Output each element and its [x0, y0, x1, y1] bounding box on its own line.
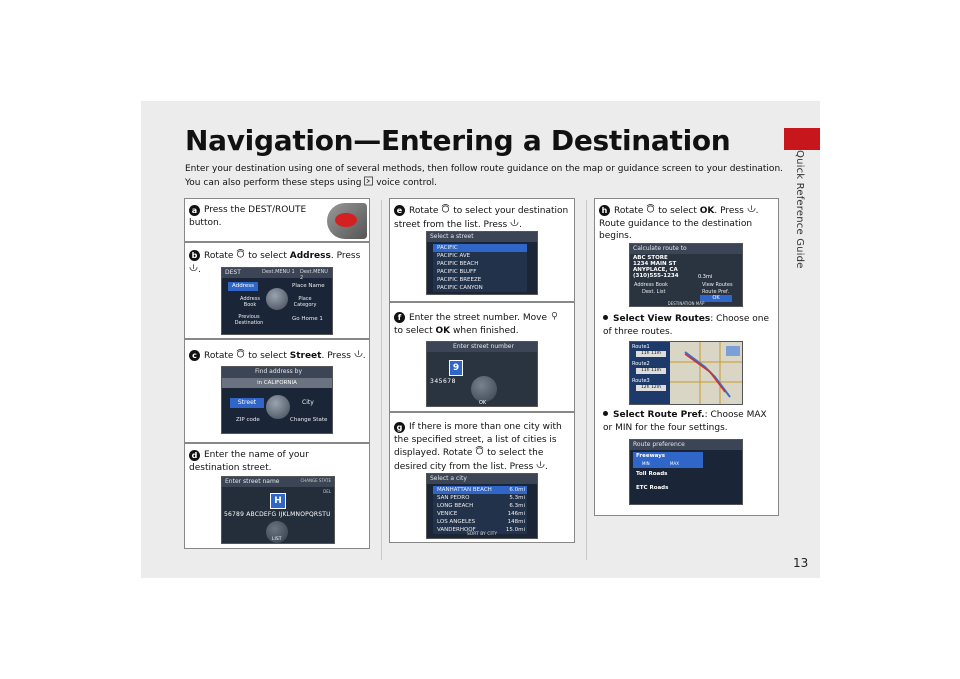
step-2-end: .	[198, 264, 201, 275]
step-2-post: . Press	[330, 251, 361, 261]
dest-tab-1: Dest.MENU 1	[262, 269, 295, 275]
step-5-pre: Rotate	[409, 206, 439, 216]
enter-street-number-screen	[426, 341, 538, 407]
step-5-box	[389, 198, 575, 302]
list-item: PACIFIC BEACH	[433, 260, 527, 268]
find-address-screen	[221, 366, 333, 434]
dial-graphic	[471, 376, 497, 402]
dial-graphic	[266, 395, 290, 419]
list-item	[433, 486, 527, 494]
step-5-end: .	[519, 219, 522, 230]
list-item	[433, 494, 527, 502]
step-8-box	[594, 198, 779, 516]
city-name: LOS ANGELES	[437, 519, 476, 525]
section-tab	[784, 128, 820, 150]
step-6-bold: OK	[435, 325, 451, 336]
step-4-box	[184, 443, 370, 549]
talk-button-icon	[364, 176, 373, 186]
sort-by-city-label: SORT BY CITY	[466, 532, 498, 537]
step-8-bold: OK	[699, 206, 715, 216]
screen-header: Enter street number	[427, 342, 537, 352]
pref-freeways: Freeways	[636, 453, 666, 459]
city-name: MANHATTAN BEACH	[437, 487, 492, 493]
step-7-end: .	[545, 461, 549, 472]
step-5-text	[394, 204, 570, 231]
step-2-box	[184, 242, 370, 339]
city-name: VENICE	[437, 511, 458, 517]
city-distance: 148mi	[507, 519, 525, 525]
intro-text	[185, 163, 785, 190]
menu-item-go-home: Go Home 1	[292, 316, 323, 322]
city-distance: 6.3mi	[509, 503, 525, 509]
list-item: PACIFIC BLUFF	[433, 268, 527, 276]
step-6-pre: Enter the street number. Move	[409, 313, 547, 323]
step-6-post: when finished.	[453, 325, 519, 336]
list-label: LIST	[272, 537, 282, 542]
list-item	[433, 502, 527, 510]
city-name: LONG BEACH	[437, 503, 474, 509]
column-divider	[586, 200, 587, 560]
pref-max: MAX	[670, 461, 679, 466]
dest-line: 1234 MAIN ST	[633, 261, 677, 267]
screen-header: Route preference	[630, 440, 742, 450]
option-zip-code: ZIP code	[236, 417, 260, 423]
step-7-box	[389, 412, 575, 543]
screen-header: Select a street	[427, 232, 537, 242]
dest-list-option: Dest. List	[642, 289, 666, 295]
step-1-text	[189, 204, 324, 229]
step-2-bold: Address	[289, 251, 331, 261]
step-3-bold: Street	[289, 351, 322, 361]
step-8-post: . Press	[714, 206, 744, 216]
step-1-box	[184, 198, 370, 242]
intro-body: Enter your destination using one of several methods, then follow route guidance on the map or guidance screen to your destination. You can also perform these steps using	[185, 164, 784, 188]
step-4-text	[189, 449, 349, 474]
step-number: f	[394, 312, 405, 323]
ok-label: OK	[479, 400, 487, 406]
ok-button: OK	[700, 295, 732, 302]
letter-wheel: 56789 ABCDEFG IJKLMNOPQRSTU	[224, 511, 331, 518]
route-1-label: Route1	[632, 344, 650, 350]
menu-item-previous-destination: Previous Destination	[234, 314, 264, 326]
dest-line: ABC STORE	[633, 255, 668, 261]
select-city-screen	[426, 473, 538, 539]
bullet-bold: Select View Routes	[613, 314, 711, 324]
bullet-text: : Choose one of three routes.	[603, 314, 770, 337]
step-number: d	[189, 450, 200, 461]
intro-tail: voice control.	[376, 178, 437, 188]
step-8-pre: Rotate	[614, 206, 644, 216]
step-2-mid: to select	[248, 251, 287, 261]
step-2-pre: Rotate	[204, 251, 234, 261]
bullet-text: : Choose MAX or MIN for the four settings.	[603, 410, 767, 433]
side-tab-label: Quick Reference Guide	[794, 150, 805, 269]
step-number: h	[599, 205, 610, 216]
dest-tab-2: Dest.MENU 2	[300, 269, 328, 281]
dial-graphic	[266, 288, 288, 310]
step-number: c	[189, 350, 200, 361]
dest-route-button-illustration	[327, 203, 367, 239]
distance-label: 0.3mi	[698, 274, 713, 280]
dest-line: ANYPLACE, CA	[633, 267, 678, 273]
enter-press-icon	[354, 349, 363, 359]
page-number: 13	[793, 556, 809, 570]
calculate-route-screen	[629, 243, 743, 307]
joystick-icon	[550, 311, 559, 321]
step-number: b	[189, 250, 200, 261]
screen-header: DEST	[222, 268, 332, 278]
menu-item-address: Address	[228, 282, 258, 291]
selected-digit: 9	[449, 360, 463, 376]
list-item	[433, 518, 527, 526]
screen-header: Calculate route to	[630, 244, 742, 254]
state-label: in CALIFORNIA	[222, 378, 332, 388]
city-name: SAN PEDRO	[437, 495, 470, 501]
step-8-text	[599, 204, 775, 243]
view-routes-map-screen	[629, 341, 743, 405]
step-6-mid: to select	[394, 325, 433, 336]
digit-wheel: 345678	[430, 378, 456, 385]
delete-label: DEL	[323, 489, 331, 494]
screen-header: Select a city	[427, 474, 537, 484]
route-3-time: 12h 12m	[636, 385, 666, 391]
bullet-route-pref	[603, 409, 775, 434]
list-item: PACIFIC	[433, 244, 527, 252]
option-change-state: Change State	[290, 417, 328, 423]
destination-map-label: DESTINATION MAP	[667, 301, 705, 306]
enter-press-icon	[536, 460, 545, 470]
step-8-end: . Route guidance to the destination begins.	[599, 206, 759, 241]
select-street-screen	[426, 231, 538, 295]
column-divider	[381, 200, 382, 560]
view-routes-option: View Routes	[702, 282, 733, 288]
step-3-post: . Press	[321, 351, 351, 361]
step-8-mid: to select	[658, 206, 697, 216]
option-city: City	[302, 399, 314, 406]
change-state-label: CHANGE STATE	[300, 478, 331, 483]
step-3-box	[184, 339, 370, 443]
step-4-label: Enter the name of your destination street.	[189, 450, 309, 473]
list-item: PACIFIC BREEZE	[433, 276, 527, 284]
screen-header: Find address by	[222, 367, 332, 378]
route-2-label: Route2	[632, 361, 650, 367]
step-number: a	[189, 205, 200, 216]
route-1-time: 11h 11m	[636, 351, 666, 357]
bullet-bold: Select Route Pref.	[613, 410, 705, 420]
side-tab	[789, 150, 809, 330]
page-title: Navigation—Entering a Destination	[185, 124, 731, 157]
selected-letter: H	[270, 493, 286, 509]
enter-street-name-screen	[221, 476, 335, 544]
interface-dial-icon	[236, 249, 245, 259]
city-distance: 6.0mi	[509, 487, 525, 493]
step-3-mid: to select	[248, 351, 287, 361]
list-item	[433, 510, 527, 518]
step-6-box	[389, 302, 575, 412]
interface-dial-icon	[236, 349, 245, 359]
step-3-text	[189, 349, 369, 363]
step-7-text	[394, 421, 572, 473]
city-distance: 146mi	[507, 511, 525, 517]
step-5-mid: to select your destination street from the list. Press	[394, 206, 569, 230]
route-pref-option: Route Pref.	[702, 289, 730, 295]
enter-press-icon	[747, 204, 756, 214]
route-list-panel	[630, 342, 670, 405]
list-item: PACIFIC CANYON	[433, 284, 527, 292]
enter-press-icon	[189, 263, 198, 273]
menu-item-place-name: Place Name	[292, 283, 325, 289]
bullet-dot	[603, 315, 608, 320]
pref-toll-roads: Toll Roads	[636, 471, 668, 477]
bullet-view-routes	[603, 313, 775, 338]
step-number: g	[394, 422, 405, 433]
step-1-label: Press the DEST/ROUTE button.	[189, 205, 307, 228]
route-2-time: 11h 11m	[636, 368, 666, 374]
menu-item-place-category: Place Category	[293, 296, 317, 308]
route-preference-screen	[629, 439, 743, 505]
dest-menu-screen	[221, 267, 333, 335]
address-book-option: Address Book	[634, 282, 668, 288]
step-3-end: .	[362, 351, 366, 361]
city-distance: 15.0mi	[505, 527, 525, 533]
pref-min: MIN	[642, 461, 650, 466]
screen-header: Enter street name	[222, 477, 334, 487]
interface-dial-icon	[475, 446, 484, 456]
step-7-pre: If there is more than one city with the specified street, a list of cities is displayed. Rotate	[394, 422, 562, 458]
option-street: Street	[230, 398, 264, 408]
step-6-text	[394, 311, 570, 337]
step-7-mid: to select the desired city from the list. Press	[394, 448, 544, 472]
step-number: e	[394, 205, 405, 216]
enter-press-icon	[510, 218, 519, 228]
city-distance: 5.3mi	[509, 495, 525, 501]
destination-info	[633, 255, 679, 279]
route-3-label: Route3	[632, 378, 650, 384]
step-3-pre: Rotate	[204, 351, 234, 361]
bullet-dot	[603, 411, 608, 416]
list-item: PACIFIC AVE	[433, 252, 527, 260]
menu-item-address-book: Address Book	[240, 296, 260, 308]
city-name: VANDERHOOF	[437, 527, 476, 533]
interface-dial-icon	[646, 204, 655, 214]
dest-line: (310)555-1234	[633, 273, 679, 279]
pref-etc-roads: ETC Roads	[636, 485, 669, 491]
interface-dial-icon	[441, 204, 450, 214]
